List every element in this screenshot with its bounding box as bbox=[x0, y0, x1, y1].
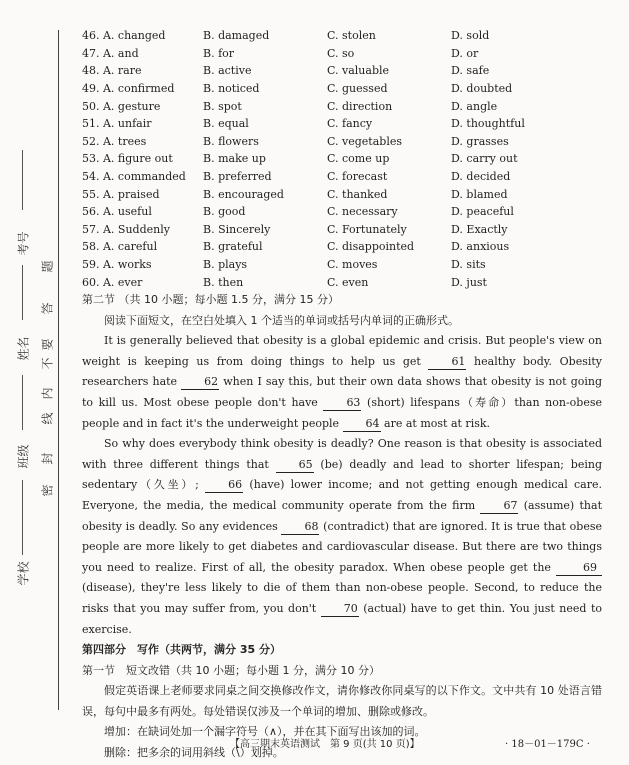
passage-text: It is generally believed that obesity is a global epidemic and crisis. But people's view on weight is keeping us from doing things to help us get bbox=[82, 334, 602, 368]
option-b: B. good bbox=[203, 205, 246, 219]
option-d: D. or bbox=[451, 46, 479, 60]
option-c: C. stolen bbox=[327, 29, 376, 43]
banji-label: 班级 bbox=[16, 444, 31, 469]
passage-text: (be) deadly and lead to shorter lifespan; being sedentary（久坐）; bbox=[82, 457, 602, 492]
option-b: B. encouraged bbox=[203, 187, 284, 201]
warning-char: 答 bbox=[40, 302, 55, 315]
kaohao-line bbox=[22, 150, 23, 210]
part4-heading: 第四部分 写作（共两节，满分 35 分） bbox=[82, 643, 281, 657]
option-b: B. noticed bbox=[203, 82, 260, 96]
option-a: 59. A. works bbox=[82, 258, 152, 272]
passage-text: (actual) have to get thin. You just need to exercise. bbox=[82, 601, 602, 636]
option-c: C. vegetables bbox=[327, 134, 402, 148]
option-d: D. peaceful bbox=[451, 205, 514, 219]
passage-text: So why does everybody think obesity is deadly? One reason is that obesity is associated with three different things that bbox=[82, 437, 602, 471]
cut-line bbox=[58, 30, 59, 710]
option-a: 52. A. trees bbox=[82, 134, 147, 148]
blank-68[interactable]: 68 bbox=[281, 520, 319, 535]
option-c: C. forecast bbox=[327, 170, 388, 184]
option-b: B. equal bbox=[203, 117, 249, 131]
option-b: B. preferred bbox=[203, 170, 272, 184]
option-row bbox=[82, 256, 602, 274]
passage-text: are at most at risk. bbox=[380, 416, 491, 430]
option-b: B. spot bbox=[203, 99, 242, 113]
passage-text: healthy body. Obesity researchers hate bbox=[82, 354, 603, 389]
option-row bbox=[82, 238, 602, 256]
option-row bbox=[82, 185, 602, 203]
passage-text: (contradict) that are ignored. It is true that obese people are more likely to get diabetes and cardiovascular disease. But there are two things you need to realize. First of all, the obesity paradox. When obese people get the bbox=[82, 519, 602, 574]
blank-62[interactable]: 62 bbox=[181, 375, 219, 390]
blank-66[interactable]: 66 bbox=[205, 478, 243, 493]
option-d: D. sits bbox=[451, 258, 486, 272]
option-d: D. grasses bbox=[451, 134, 509, 148]
warning-char: 封 bbox=[40, 452, 55, 465]
option-row bbox=[82, 203, 602, 221]
passage-text: when I say this, but their own data shows that obesity is not going to kill us. Most obese people don't have bbox=[82, 375, 603, 409]
section2-heading: 第二节 （共 10 小题；每小题 1.5 分，满分 15 分） bbox=[82, 293, 339, 306]
option-d: D. sold bbox=[451, 29, 490, 43]
option-row bbox=[82, 27, 602, 45]
passage-paragraph-2 bbox=[82, 434, 602, 640]
warning-char: 不 bbox=[40, 357, 55, 370]
option-c: C. come up bbox=[327, 152, 390, 166]
warning-char: 题 bbox=[40, 260, 55, 273]
option-c: C. even bbox=[327, 275, 369, 289]
option-a: 51. A. unfair bbox=[82, 117, 152, 131]
option-a: 46. A. changed bbox=[82, 29, 166, 43]
option-d: D. anxious bbox=[451, 240, 510, 254]
option-row bbox=[82, 80, 602, 98]
option-d: D. doubted bbox=[451, 82, 513, 96]
option-a: 56. A. useful bbox=[82, 205, 152, 219]
option-d: D. thoughtful bbox=[451, 117, 525, 131]
xuexiao-label: 学校 bbox=[16, 561, 31, 586]
option-c: C. direction bbox=[327, 99, 393, 113]
option-c: C. valuable bbox=[327, 64, 390, 78]
option-c: C. necessary bbox=[327, 205, 398, 219]
option-b: B. active bbox=[203, 64, 252, 78]
option-a: 57. A. Suddenly bbox=[82, 222, 170, 236]
passage-text: (disease), they're less likely to die of them than non-obese people. Second, to reduce the risks that you may suffer from, you don't bbox=[82, 581, 602, 615]
warning-char: 密 bbox=[40, 484, 55, 497]
blank-63[interactable]: 63 bbox=[323, 396, 361, 411]
option-a: 54. A. commanded bbox=[82, 170, 186, 184]
option-d: D. carry out bbox=[451, 152, 518, 166]
option-row bbox=[82, 273, 602, 291]
passage-text: (assume) that obesity is deadly. So any evidences bbox=[82, 498, 602, 533]
page-footer bbox=[0, 735, 629, 755]
option-b: B. then bbox=[203, 275, 244, 289]
option-a: 47. A. and bbox=[82, 46, 139, 60]
banji-line bbox=[22, 375, 23, 430]
option-row bbox=[82, 168, 602, 186]
xuexiao-line bbox=[22, 480, 23, 555]
part4-section1-heading: 第一节 短文改错（共 10 小题；每小题 1 分，满分 10 分） bbox=[82, 663, 380, 677]
rule-add: 增加：在缺词处加一个漏字符号（∧），并在其下面写出该加的词。 bbox=[104, 725, 426, 739]
option-b: B. plays bbox=[203, 258, 248, 272]
blank-61[interactable]: 61 bbox=[428, 355, 466, 370]
part4-instruction: 假定英语课上老师要求同桌之间交换修改作文，请你修改你同桌写的以下作文。文中共有 10 处语言错误，每句中最多有两处。每处错误仅涉及一个单词的增加、删除或修改。 bbox=[82, 684, 602, 718]
option-a: 55. A. praised bbox=[82, 187, 160, 201]
option-row bbox=[82, 115, 602, 133]
warning-char: 内 bbox=[40, 387, 55, 400]
option-row bbox=[82, 221, 602, 239]
option-b: B. damaged bbox=[203, 29, 270, 43]
passage-paragraph-1 bbox=[82, 331, 602, 434]
option-b: B. Sincerely bbox=[203, 222, 271, 236]
option-d: D. blamed bbox=[451, 187, 508, 201]
blank-65[interactable]: 65 bbox=[276, 458, 314, 473]
option-a: 48. A. rare bbox=[82, 64, 142, 78]
cloze-options bbox=[82, 27, 602, 291]
xingming-label: 姓名 bbox=[16, 336, 31, 361]
option-d: D. just bbox=[451, 275, 487, 289]
binding-margin bbox=[0, 0, 80, 765]
option-c: C. moves bbox=[327, 258, 378, 272]
passage-text: (short) lifespans（寿命）than non-obese people and in fact it's the underweight people bbox=[82, 395, 602, 430]
option-c: C. thanked bbox=[327, 187, 388, 201]
option-b: B. make up bbox=[203, 152, 266, 166]
blank-70[interactable]: 70 bbox=[321, 602, 359, 617]
option-a: 50. A. gesture bbox=[82, 99, 161, 113]
blank-64[interactable]: 64 bbox=[343, 417, 381, 432]
option-c: C. fancy bbox=[327, 117, 373, 131]
warning-char: 线 bbox=[40, 412, 55, 425]
rule-delete: 删除：把多余的词用斜线（\）划掉。 bbox=[104, 746, 284, 760]
option-b: B. for bbox=[203, 46, 235, 60]
option-row bbox=[82, 97, 602, 115]
blank-69[interactable]: 69 bbox=[556, 561, 602, 576]
option-row bbox=[82, 45, 602, 63]
section2-instruction: 阅读下面短文，在空白处填入 1 个适当的单词或括号内单词的正确形式。 bbox=[104, 313, 459, 327]
option-a: 49. A. confirmed bbox=[82, 82, 175, 96]
option-a: 53. A. figure out bbox=[82, 152, 173, 166]
option-d: D. Exactly bbox=[451, 222, 508, 236]
option-c: C. disappointed bbox=[327, 240, 415, 254]
option-c: C. guessed bbox=[327, 82, 388, 96]
passage-text: (have) lower income; and not getting enough medical care. Everyone, the media, the medical community operate from the firm bbox=[82, 478, 602, 512]
kaohao-label: 考号 bbox=[16, 231, 31, 256]
option-c: C. Fortunately bbox=[327, 222, 407, 236]
option-a: 60. A. ever bbox=[82, 275, 143, 289]
option-b: B. grateful bbox=[203, 240, 263, 254]
option-c: C. so bbox=[327, 46, 355, 60]
option-row bbox=[82, 133, 602, 151]
main-content bbox=[82, 290, 602, 764]
option-row bbox=[82, 62, 602, 80]
xingming-line bbox=[22, 265, 23, 320]
option-b: B. flowers bbox=[203, 134, 259, 148]
option-d: D. safe bbox=[451, 64, 490, 78]
option-row bbox=[82, 150, 602, 168]
warning-char: 要 bbox=[40, 338, 55, 351]
option-d: D. angle bbox=[451, 99, 498, 113]
footer-code: · 18－01－179C · bbox=[505, 739, 590, 750]
option-d: D. decided bbox=[451, 170, 511, 184]
option-a: 58. A. careful bbox=[82, 240, 158, 254]
blank-67[interactable]: 67 bbox=[480, 499, 518, 514]
footer-page-info: 【高三期末英语测试 第 9 页(共 10 页)】 bbox=[230, 739, 420, 750]
